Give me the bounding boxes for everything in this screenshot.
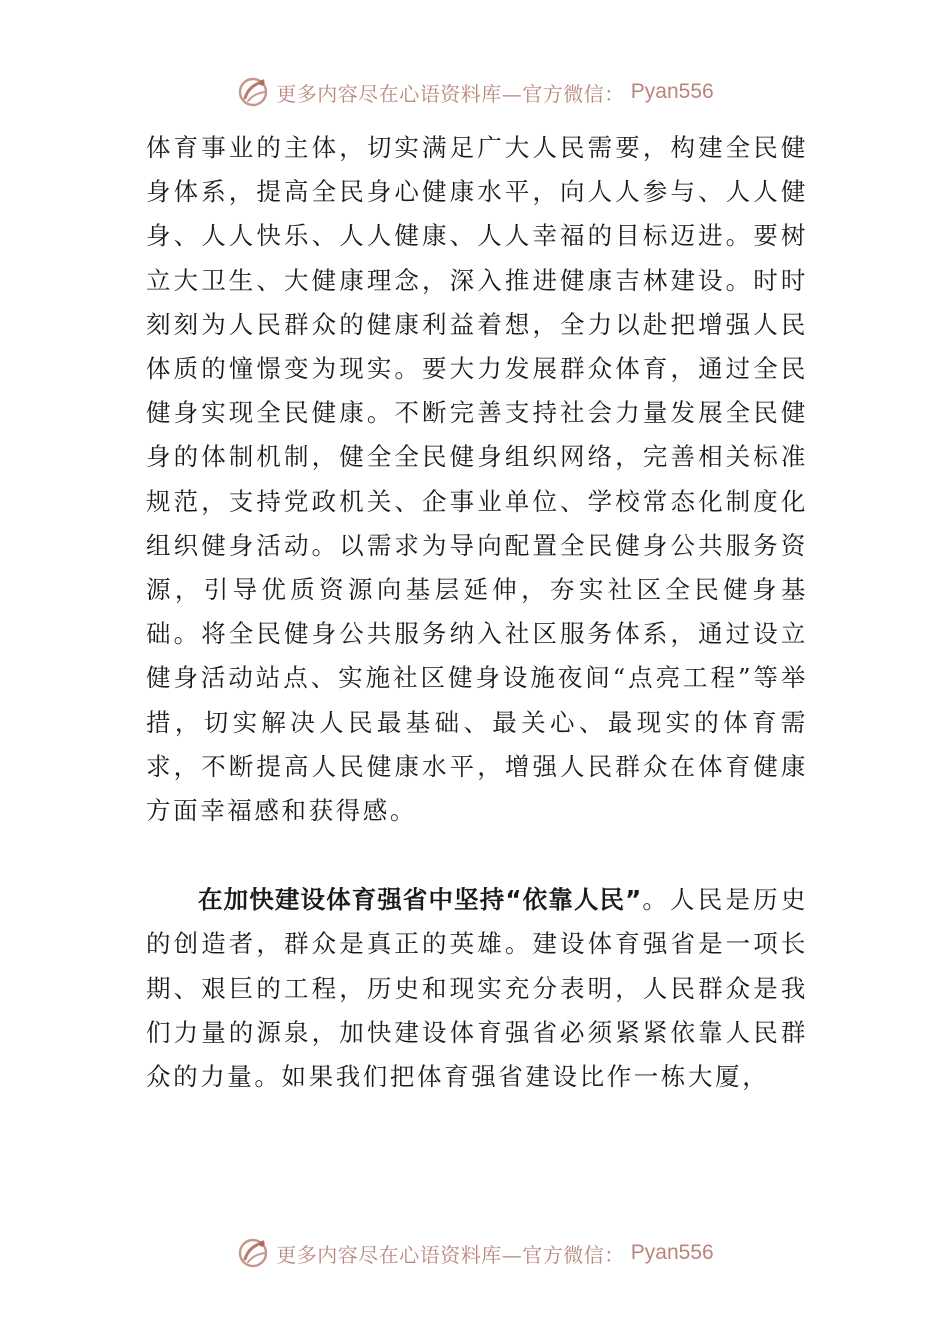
footer-watermark bbox=[0, 1233, 950, 1273]
watermark-wechat-id: Pyan556 bbox=[630, 80, 714, 103]
brand-logo-icon bbox=[236, 1236, 270, 1270]
watermark-wechat-id: Pyan556 bbox=[630, 1241, 714, 1264]
document-body bbox=[146, 126, 808, 1099]
brand-logo-icon bbox=[236, 75, 270, 109]
paragraph-1: 体育事业的主体，切实满足广大人民需要，构建全民健身体系，提高全民身心健康水平，向人人参与、人人健身、人人快乐、人人健康、人人幸福的目标迈进。要树立大卫生、大健康理念，深入推进健康吉林建设。时时刻刻为人民群众的健康利益着想，全力以赴把增强人民体质的憧憬变为现实。要大力发展群众体育，通过全民健身实现全民健康。不断完善支持社会力量发展全民健身的体制机制，健全全民健身组织网络，完善相关标准规范，支持党政机关、企事业单位、学校常态化制度化组织健身活动。以需求为导向配置全民健身公共服务资源，引导优质资源向基层延伸，夯实社区全民健身基础。将全民健身公共服务纳入社区服务体系，通过设立健身活动站点、实施社区健身设施夜间“点亮工程”等举措，切实解决人民最基础、最关心、最现实的体育需求，不断提高人民健康水平，增强人民群众在体育健康方面幸福感和获得感。 bbox=[146, 133, 808, 826]
paragraph-2-lead: 在加快建设体育强省中坚持“依靠人民” bbox=[198, 885, 642, 915]
paragraph-2-text: 。人民是历史的创造者，群众是真正的英雄。建设体育强省是一项长期、艰巨的工程，历史和现实充分表明，人民群众是我们力量的源泉，加快建设体育强省必须紧紧依靠人民群众的力量。如果我们把体育强省建设比作一栋大厦， bbox=[146, 885, 809, 1092]
header-watermark bbox=[0, 72, 950, 112]
paragraph-2 bbox=[146, 878, 808, 1099]
watermark-text: 更多内容尽在心语资料库—官方微信： bbox=[276, 81, 625, 106]
watermark-text: 更多内容尽在心语资料库—官方微信： bbox=[276, 1242, 625, 1267]
